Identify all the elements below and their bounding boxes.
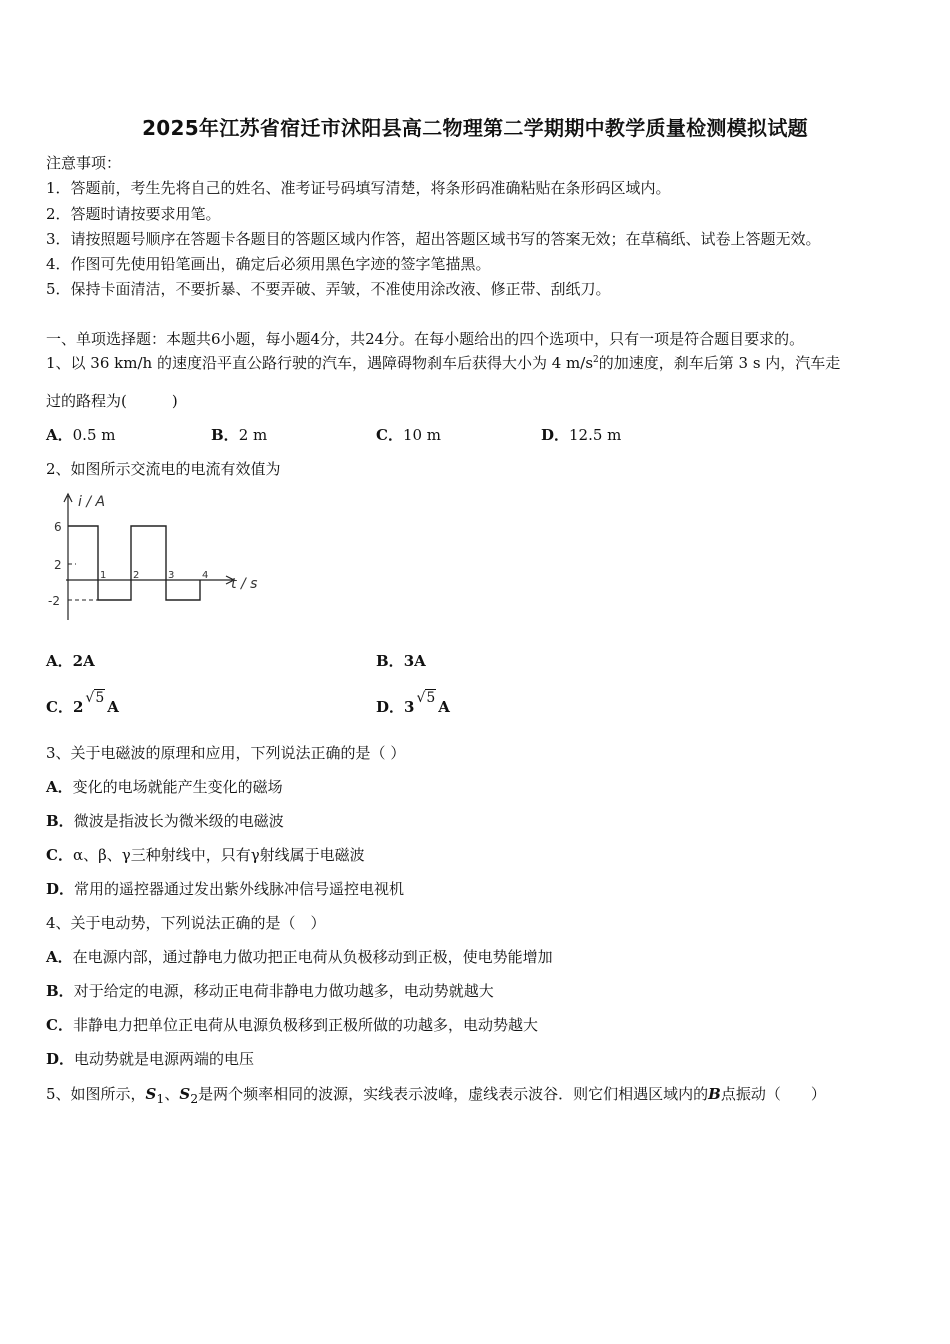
x-tick-label: 1 bbox=[100, 570, 107, 581]
current-waveform bbox=[68, 526, 200, 600]
q2-option-b[interactable] bbox=[376, 650, 426, 671]
s1-subscript: 1 bbox=[156, 1091, 165, 1106]
q3-option-b[interactable] bbox=[46, 810, 284, 831]
option-text: 微波是指波长为微米级的电磁波 bbox=[73, 812, 284, 830]
option-label: A． bbox=[46, 778, 73, 796]
point-b: B bbox=[708, 1085, 721, 1103]
radicand: 5 bbox=[95, 690, 105, 706]
option-text: 常用的遥控器通过发出紫外线脉冲信号遥控电视机 bbox=[74, 880, 405, 898]
question-1-stem-cont: 过的路程为( ) bbox=[46, 392, 178, 410]
y-tick-label: 6 bbox=[54, 520, 62, 534]
option-coefficient: 3 bbox=[404, 698, 415, 716]
q3-option-d[interactable] bbox=[46, 878, 404, 899]
option-text: 对于给定的电源，移动正电荷非静电力做功越多，电动势就越大 bbox=[73, 982, 494, 1000]
question-2-stem: 2、如图所示交流电的电流有效值为 bbox=[46, 460, 281, 478]
current-time-graph bbox=[46, 488, 276, 628]
q2-option-d[interactable] bbox=[376, 690, 450, 717]
q5-separator: 、 bbox=[164, 1085, 180, 1103]
notice-item: 1．答题前，考生先将自己的姓名、准考证号码填写清楚，将条形码准确粘贴在条形码区域内。 bbox=[46, 179, 671, 197]
source-s1: S bbox=[145, 1085, 157, 1103]
option-label: D． bbox=[46, 1050, 75, 1068]
y-tick-label: 2 bbox=[54, 558, 62, 572]
option-label: C． bbox=[46, 846, 73, 864]
option-text: 非静电力把单位正电荷从电源负极移到正极所做的功越多，电动势越大 bbox=[72, 1016, 538, 1034]
question-1-stem bbox=[46, 352, 840, 373]
option-text: 2A bbox=[72, 652, 95, 670]
option-unit: A bbox=[438, 698, 450, 716]
section-heading: 一、单项选择题：本题共6小题，每小题4分，共24分。在每小题给出的四个选项中，只有一项是符合题目要求的。 bbox=[46, 330, 805, 348]
x-tick-label: 2 bbox=[133, 570, 140, 581]
q3-option-c[interactable] bbox=[46, 844, 365, 865]
q1-text-a: 1、以 36 km/h 的速度沿平直公路行驶的汽车，遇障碍物刹车后获得大小为 4 m/s bbox=[46, 354, 594, 372]
option-label: A． bbox=[46, 426, 73, 444]
option-label: D． bbox=[46, 880, 75, 898]
option-text: 变化的电场就能产生变化的磁场 bbox=[72, 778, 283, 796]
option-label: A． bbox=[46, 652, 73, 670]
y-axis-label: i / A bbox=[78, 494, 106, 510]
y-tick-label: -2 bbox=[48, 594, 60, 608]
source-s2: S bbox=[179, 1085, 191, 1103]
q4-option-d[interactable] bbox=[46, 1048, 254, 1069]
question-4-stem: 4、关于电动势，下列说法正确的是（ ） bbox=[46, 914, 326, 932]
option-label: C． bbox=[46, 698, 73, 716]
q4-option-a[interactable] bbox=[46, 946, 553, 967]
option-coefficient: 2 bbox=[72, 698, 84, 716]
option-label: B． bbox=[46, 812, 74, 830]
q1-text-b: 的加速度，刹车后第 3 s 内，汽车走 bbox=[598, 354, 841, 372]
option-text: 2 m bbox=[238, 426, 268, 444]
notice-item: 5．保持卡面清洁，不要折暴、不要弄破、弄皱，不准使用涂改液、修正带、刮纸刀。 bbox=[46, 280, 611, 298]
sqrt-symbol: √5 bbox=[85, 690, 105, 706]
page-title: 2025年江苏省宿迁市沭阳县高二物理第二学期期中教学质量检测模拟试题 bbox=[142, 116, 808, 140]
notice-item: 2．答题时请按要求用笔。 bbox=[46, 205, 221, 223]
option-text: 3A bbox=[403, 652, 426, 670]
q1-option-c[interactable] bbox=[376, 424, 441, 445]
q5-text-mid: 是两个频率相同的波源，实线表示波峰，虚线表示波谷．则它们相遇区域内的 bbox=[198, 1085, 709, 1103]
q5-text-post: 点振动（ ） bbox=[720, 1085, 826, 1103]
option-label: B． bbox=[46, 982, 74, 1000]
option-text: 10 m bbox=[402, 426, 442, 444]
q1-option-a[interactable] bbox=[46, 424, 116, 445]
q4-option-c[interactable] bbox=[46, 1014, 538, 1035]
option-label: A． bbox=[46, 948, 73, 966]
option-text: 电动势就是电源两端的电压 bbox=[74, 1050, 255, 1068]
q1-option-d[interactable] bbox=[541, 424, 621, 445]
option-label: B． bbox=[376, 652, 404, 670]
q3-option-a[interactable] bbox=[46, 776, 283, 797]
option-text: 12.5 m bbox=[569, 426, 622, 444]
radicand: 5 bbox=[426, 690, 436, 706]
q5-text-pre: 5、如图所示， bbox=[46, 1085, 146, 1103]
option-label: B． bbox=[211, 426, 239, 444]
x-tick-label: 3 bbox=[168, 570, 175, 581]
question-5-stem bbox=[46, 1083, 826, 1106]
option-label: D． bbox=[376, 698, 405, 716]
option-text: 在电源内部，通过静电力做功把正电荷从负极移动到正极，使电势能增加 bbox=[72, 948, 553, 966]
q4-option-b[interactable] bbox=[46, 980, 494, 1001]
question-3-stem: 3、关于电磁波的原理和应用，下列说法正确的是（ ） bbox=[46, 744, 406, 762]
q2-option-a[interactable] bbox=[46, 650, 95, 671]
option-label: C． bbox=[46, 1016, 73, 1034]
sqrt-symbol: √5 bbox=[416, 690, 436, 706]
q1-superscript: 2 bbox=[593, 355, 599, 365]
x-axis-label: t / s bbox=[231, 576, 258, 592]
option-unit: A bbox=[107, 698, 119, 716]
option-label: D． bbox=[541, 426, 570, 444]
q2-option-c[interactable] bbox=[46, 690, 119, 717]
option-label: C． bbox=[376, 426, 403, 444]
notice-item: 4．作图可先使用铅笔画出，确定后必须用黑色字迹的签字笔描黑。 bbox=[46, 255, 491, 273]
notice-heading: 注意事项： bbox=[46, 154, 122, 172]
q1-option-b[interactable] bbox=[211, 424, 267, 445]
s2-subscript: 2 bbox=[190, 1091, 199, 1106]
notice-item: 3．请按照题号顺序在答题卡各题目的答题区域内作答，超出答题区域书写的答案无效；在草稿纸、试卷上答题无效。 bbox=[46, 230, 821, 248]
option-text: α、β、γ三种射线中，只有γ射线属于电磁波 bbox=[72, 846, 365, 864]
option-text: 0.5 m bbox=[72, 426, 116, 444]
x-tick-label: 4 bbox=[202, 570, 209, 581]
